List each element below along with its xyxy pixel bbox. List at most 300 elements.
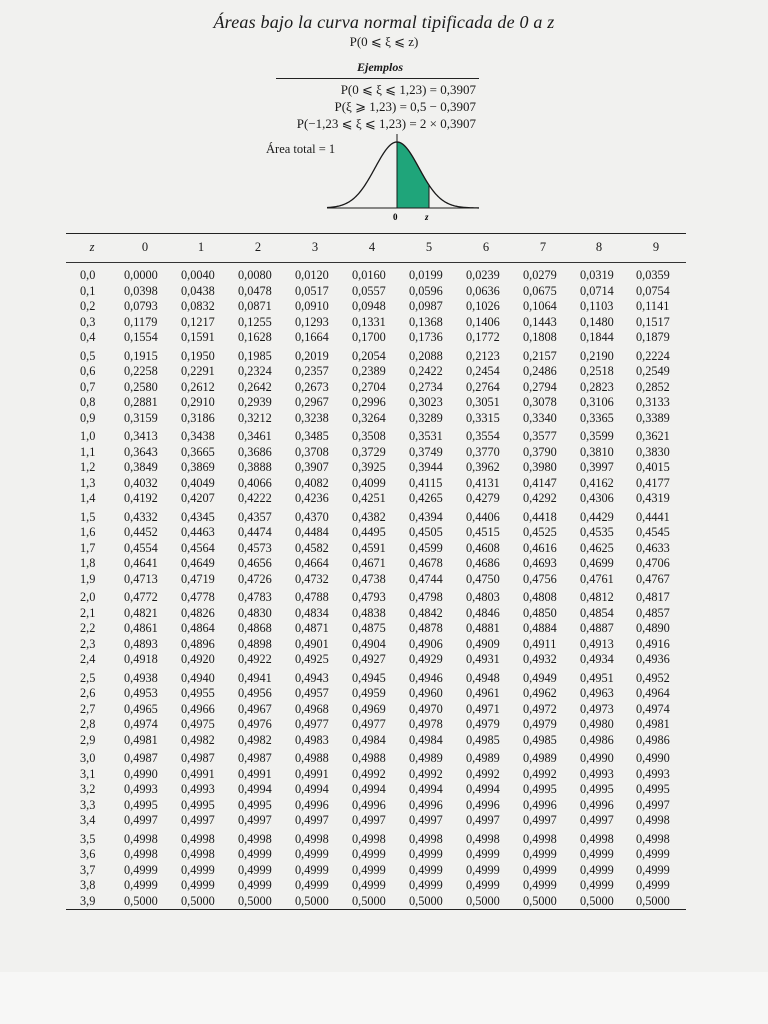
table-cell: 0,4857 <box>636 605 670 620</box>
table-cell: 0,3554 <box>466 429 500 443</box>
example-line-3: P(−1,23 ⩽ ξ ⩽ 1,23) = 2 × 0,3907 <box>296 116 476 131</box>
table-cell: 0,4850 <box>523 605 557 620</box>
table-row <box>0 847 768 863</box>
table-cell: 0,4965 <box>124 701 158 716</box>
table-cell: 0,4994 <box>295 782 329 797</box>
row-z-value: 3,6 <box>80 847 96 862</box>
table-cell: 0,3159 <box>124 410 158 425</box>
table-row <box>0 717 768 733</box>
shaded-area <box>397 142 429 208</box>
table-cell: 0,4049 <box>181 475 215 490</box>
table-cell: 0,4999 <box>409 878 443 893</box>
table-cell: 0,4989 <box>523 751 557 765</box>
table-cell: 0,4997 <box>636 797 670 812</box>
table-cell: 0,2019 <box>295 348 329 363</box>
table-cell: 0,4911 <box>523 636 557 651</box>
table-cell: 0,3888 <box>238 460 272 475</box>
table-header-rule <box>66 262 686 263</box>
table-cell: 0,4992 <box>523 766 557 781</box>
table-cell: 0,4952 <box>636 670 670 685</box>
table-cell: 0,4893 <box>124 636 158 651</box>
table-cell: 0,4545 <box>636 525 670 540</box>
table-cell: 0,4671 <box>352 556 386 571</box>
table-cell: 0,4406 <box>466 509 500 524</box>
row-z-value: 2,2 <box>80 621 96 636</box>
table-cell: 0,4495 <box>352 525 386 540</box>
table-cell: 0,2852 <box>636 379 670 394</box>
table-cell: 0,5000 <box>466 893 500 908</box>
row-z-value: 0,4 <box>80 330 96 345</box>
table-cell: 0,4999 <box>409 847 443 862</box>
table-row <box>0 798 768 814</box>
table-cell: 0,3133 <box>636 395 670 410</box>
table-cell: 0,4948 <box>466 670 500 685</box>
table-row <box>0 380 768 396</box>
table-cell: 0,4995 <box>238 797 272 812</box>
table-cell: 0,4535 <box>580 525 614 540</box>
table-cell: 0,2996 <box>352 395 386 410</box>
examples-heading: Ejemplos <box>356 60 403 74</box>
row-z-value: 1,8 <box>80 556 96 571</box>
table-cell: 0,2454 <box>466 364 500 379</box>
table-cell: 0,4979 <box>466 717 500 732</box>
table-row <box>0 445 768 461</box>
row-z-value: 3,4 <box>80 813 96 828</box>
table-cell: 0,4990 <box>636 751 670 765</box>
table-cell: 0,4641 <box>124 556 158 571</box>
column-header-0: 0 <box>141 240 149 254</box>
table-cell: 0,4998 <box>523 831 557 846</box>
table-cell: 0,3962 <box>466 460 500 475</box>
row-z-value: 3,2 <box>80 782 96 797</box>
table-cell: 0,4207 <box>181 491 215 506</box>
table-cell: 0,4999 <box>124 862 158 877</box>
table-cell: 0,4997 <box>181 813 215 828</box>
table-cell: 0,4940 <box>181 670 215 685</box>
row-group <box>0 832 768 913</box>
table-cell: 0,4608 <box>466 540 500 555</box>
table-cell: 0,4995 <box>523 782 557 797</box>
table-cell: 0,4943 <box>295 670 329 685</box>
row-group <box>0 671 768 752</box>
row-z-value: 1,2 <box>80 460 96 475</box>
table-cell: 0,4998 <box>238 831 272 846</box>
row-group <box>0 510 768 591</box>
table-cell: 0,4783 <box>238 590 272 604</box>
table-row <box>0 460 768 476</box>
row-z-value: 3,7 <box>80 862 96 877</box>
table-cell: 0,4985 <box>466 732 500 747</box>
table-cell: 0,1985 <box>238 348 272 363</box>
table-row <box>0 652 768 668</box>
table-cell: 0,4505 <box>409 525 443 540</box>
table-cell: 0,3106 <box>580 395 614 410</box>
row-z-value: 1,9 <box>80 571 96 586</box>
table-cell: 0,2549 <box>636 364 670 379</box>
table-cell: 0,3365 <box>580 410 614 425</box>
table-cell: 0,4999 <box>636 862 670 877</box>
table-cell: 0,4977 <box>352 717 386 732</box>
table-cell: 0,4999 <box>409 862 443 877</box>
table-cell: 0,4898 <box>238 636 272 651</box>
table-row <box>0 299 768 315</box>
table-cell: 0,4998 <box>124 847 158 862</box>
table-cell: 0,4699 <box>580 556 614 571</box>
table-cell: 0,4826 <box>181 605 215 620</box>
table-row <box>0 606 768 622</box>
table-cell: 0,4975 <box>181 717 215 732</box>
table-cell: 0,4292 <box>523 491 557 506</box>
table-cell: 0,1406 <box>466 314 500 329</box>
row-z-value: 2,7 <box>80 701 96 716</box>
table-cell: 0,1103 <box>580 299 614 314</box>
table-cell: 0,3830 <box>636 444 670 459</box>
table-cell: 0,4941 <box>238 670 272 685</box>
table-cell: 0,2704 <box>352 379 386 394</box>
table-cell: 0,2486 <box>523 364 557 379</box>
table-cell: 0,3264 <box>352 410 386 425</box>
table-cell: 0,4990 <box>124 766 158 781</box>
table-cell: 0,4990 <box>580 751 614 765</box>
table-row <box>0 491 768 507</box>
table-cell: 0,4996 <box>295 797 329 812</box>
column-header-3: 3 <box>311 240 319 254</box>
table-cell: 0,4251 <box>352 491 386 506</box>
table-cell: 0,4987 <box>124 751 158 765</box>
table-cell: 0,4973 <box>580 701 614 716</box>
table-cell: 0,2357 <box>295 364 329 379</box>
table-row <box>0 832 768 848</box>
table-row <box>0 525 768 541</box>
table-cell: 0,4997 <box>295 813 329 828</box>
table-cell: 0,2939 <box>238 395 272 410</box>
table-cell: 0,4989 <box>409 751 443 765</box>
table-cell: 0,4964 <box>636 686 670 701</box>
table-cell: 0,0239 <box>466 268 500 282</box>
row-z-value: 0,1 <box>80 283 96 298</box>
table-cell: 0,1879 <box>636 330 670 345</box>
table-cell: 0,4778 <box>181 590 215 604</box>
row-z-value: 2,8 <box>80 717 96 732</box>
table-cell: 0,4625 <box>580 540 614 555</box>
table-cell: 0,4744 <box>409 571 443 586</box>
table-cell: 0,4994 <box>466 782 500 797</box>
table-cell: 0,3729 <box>352 444 386 459</box>
table-cell: 0,4306 <box>580 491 614 506</box>
table-cell: 0,3413 <box>124 429 158 443</box>
table-cell: 0,4961 <box>466 686 500 701</box>
table-cell: 0,4977 <box>295 717 329 732</box>
table-row <box>0 395 768 411</box>
table-cell: 0,4993 <box>580 766 614 781</box>
table-cell: 0,4991 <box>181 766 215 781</box>
table-cell: 0,4649 <box>181 556 215 571</box>
table-cell: 0,4997 <box>523 813 557 828</box>
table-cell: 0,0714 <box>580 283 614 298</box>
table-cell: 0,5000 <box>124 893 158 908</box>
table-cell: 0,0675 <box>523 283 557 298</box>
table-cell: 0,4772 <box>124 590 158 604</box>
table-row <box>0 878 768 894</box>
table-cell: 0,4999 <box>124 878 158 893</box>
row-z-value: 0,0 <box>80 268 96 282</box>
table-cell: 0,4793 <box>352 590 386 604</box>
area-total-label: Área total = 1 <box>266 142 336 156</box>
page-bottom-strip <box>0 972 768 1024</box>
table-cell: 0,4991 <box>295 766 329 781</box>
table-cell: 0,4861 <box>124 621 158 636</box>
table-cell: 0,0000 <box>124 268 158 282</box>
table-cell: 0,4998 <box>580 831 614 846</box>
table-row <box>0 572 768 588</box>
table-cell: 0,0199 <box>409 268 443 282</box>
table-cell: 0,4925 <box>295 652 329 667</box>
table-cell: 0,1736 <box>409 330 443 345</box>
table-cell: 0,4963 <box>580 686 614 701</box>
table-cell: 0,4999 <box>295 862 329 877</box>
table-cell: 0,4147 <box>523 475 557 490</box>
table-row <box>0 349 768 365</box>
table-cell: 0,4999 <box>295 878 329 893</box>
row-group <box>0 590 768 671</box>
table-cell: 0,4999 <box>636 878 670 893</box>
table-cell: 0,4993 <box>636 766 670 781</box>
table-cell: 0,4082 <box>295 475 329 490</box>
table-cell: 0,4995 <box>124 797 158 812</box>
table-cell: 0,4992 <box>409 766 443 781</box>
table-top-rule <box>66 233 686 234</box>
table-cell: 0,2673 <box>295 379 329 394</box>
table-cell: 0,4999 <box>580 847 614 862</box>
table-cell: 0,4983 <box>295 732 329 747</box>
table-cell: 0,4599 <box>409 540 443 555</box>
table-cell: 0,4998 <box>636 813 670 828</box>
table-cell: 0,4192 <box>124 491 158 506</box>
table-cell: 0,2580 <box>124 379 158 394</box>
table-cell: 0,4686 <box>466 556 500 571</box>
row-z-value: 1,6 <box>80 525 96 540</box>
table-cell: 0,5000 <box>238 893 272 908</box>
table-cell: 0,3389 <box>636 410 670 425</box>
table-cell: 0,4830 <box>238 605 272 620</box>
table-cell: 0,2088 <box>409 348 443 363</box>
table-cell: 0,4960 <box>409 686 443 701</box>
table-cell: 0,4996 <box>580 797 614 812</box>
table-cell: 0,3790 <box>523 444 557 459</box>
table-cell: 0,3485 <box>295 429 329 443</box>
table-cell: 0,3749 <box>409 444 443 459</box>
table-row <box>0 621 768 637</box>
table-cell: 0,4997 <box>352 813 386 828</box>
table-cell: 0,2157 <box>523 348 557 363</box>
table-cell: 0,4452 <box>124 525 158 540</box>
table-cell: 0,1141 <box>636 299 670 314</box>
table-cell: 0,4881 <box>466 621 500 636</box>
table-cell: 0,4887 <box>580 621 614 636</box>
table-cell: 0,4999 <box>238 878 272 893</box>
column-header-9: 9 <box>652 240 660 254</box>
table-cell: 0,4938 <box>124 670 158 685</box>
table-cell: 0,4994 <box>238 782 272 797</box>
table-cell: 0,4015 <box>636 460 670 475</box>
table-cell: 0,3438 <box>181 429 215 443</box>
table-cell: 0,4332 <box>124 509 158 524</box>
table-cell: 0,4998 <box>124 831 158 846</box>
table-cell: 0,4582 <box>295 540 329 555</box>
row-z-value: 3,0 <box>80 751 96 765</box>
table-cell: 0,4868 <box>238 621 272 636</box>
table-cell: 0,4842 <box>409 605 443 620</box>
table-cell: 0,4993 <box>181 782 215 797</box>
normal-curve-figure <box>325 132 485 224</box>
row-z-value: 2,1 <box>80 605 96 620</box>
table-cell: 0,4913 <box>580 636 614 651</box>
table-cell: 0,2054 <box>352 348 386 363</box>
table-cell: 0,4974 <box>636 701 670 716</box>
table-cell: 0,4812 <box>580 590 614 604</box>
table-row <box>0 315 768 331</box>
table-cell: 0,4616 <box>523 540 557 555</box>
table-cell: 0,4959 <box>352 686 386 701</box>
table-cell: 0,4738 <box>352 571 386 586</box>
table-cell: 0,4236 <box>295 491 329 506</box>
table-cell: 0,4996 <box>523 797 557 812</box>
table-cell: 0,4382 <box>352 509 386 524</box>
row-z-value: 1,5 <box>80 509 96 524</box>
row-z-value: 2,3 <box>80 636 96 651</box>
table-cell: 0,0754 <box>636 283 670 298</box>
row-z-value: 3,8 <box>80 878 96 893</box>
table-cell: 0,4750 <box>466 571 500 586</box>
table-cell: 0,4099 <box>352 475 386 490</box>
table-cell: 0,4996 <box>409 797 443 812</box>
table-cell: 0,4554 <box>124 540 158 555</box>
table-cell: 0,2967 <box>295 395 329 410</box>
table-cell: 0,4474 <box>238 525 272 540</box>
table-cell: 0,4968 <box>295 701 329 716</box>
table-cell: 0,4995 <box>580 782 614 797</box>
table-cell: 0,4803 <box>466 590 500 604</box>
table-cell: 0,4932 <box>523 652 557 667</box>
table-cell: 0,4999 <box>295 847 329 862</box>
table-cell: 0,4993 <box>124 782 158 797</box>
table-cell: 0,3508 <box>352 429 386 443</box>
table-cell: 0,0910 <box>295 299 329 314</box>
row-z-value: 3,1 <box>80 766 96 781</box>
table-cell: 0,4999 <box>352 847 386 862</box>
table-cell: 0,3289 <box>409 410 443 425</box>
table-cell: 0,4162 <box>580 475 614 490</box>
table-row <box>0 510 768 526</box>
table-cell: 0,4564 <box>181 540 215 555</box>
table-cell: 0,0793 <box>124 299 158 314</box>
table-cell: 0,0478 <box>238 283 272 298</box>
z-table-body <box>0 268 768 912</box>
table-cell: 0,4955 <box>181 686 215 701</box>
column-header-8: 8 <box>595 240 603 254</box>
row-z-value: 0,8 <box>80 395 96 410</box>
table-cell: 0,4131 <box>466 475 500 490</box>
table-cell: 0,4798 <box>409 590 443 604</box>
table-cell: 0,4999 <box>238 862 272 877</box>
table-cell: 0,1628 <box>238 330 272 345</box>
table-cell: 0,4916 <box>636 636 670 651</box>
column-header-2: 2 <box>254 240 262 254</box>
table-cell: 0,3849 <box>124 460 158 475</box>
table-cell: 0,4854 <box>580 605 614 620</box>
row-group <box>0 751 768 832</box>
table-cell: 0,4279 <box>466 491 500 506</box>
table-cell: 0,4992 <box>352 766 386 781</box>
table-cell: 0,4979 <box>523 717 557 732</box>
table-cell: 0,5000 <box>352 893 386 908</box>
table-cell: 0,4976 <box>238 717 272 732</box>
row-z-value: 2,6 <box>80 686 96 701</box>
table-cell: 0,4906 <box>409 636 443 651</box>
table-cell: 0,4974 <box>124 717 158 732</box>
table-cell: 0,3643 <box>124 444 158 459</box>
table-cell: 0,4999 <box>181 878 215 893</box>
table-cell: 0,4394 <box>409 509 443 524</box>
table-cell: 0,1554 <box>124 330 158 345</box>
table-cell: 0,2764 <box>466 379 500 394</box>
table-cell: 0,2881 <box>124 395 158 410</box>
table-cell: 0,2123 <box>466 348 500 363</box>
table-cell: 0,4991 <box>238 766 272 781</box>
row-group <box>0 429 768 510</box>
table-cell: 0,4864 <box>181 621 215 636</box>
table-cell: 0,4066 <box>238 475 272 490</box>
table-cell: 0,4978 <box>409 717 443 732</box>
row-z-value: 0,5 <box>80 348 96 363</box>
table-cell: 0,4999 <box>523 878 557 893</box>
table-cell: 0,4931 <box>466 652 500 667</box>
table-cell: 0,1915 <box>124 348 158 363</box>
table-cell: 0,2794 <box>523 379 557 394</box>
table-cell: 0,4992 <box>466 766 500 781</box>
table-cell: 0,4996 <box>466 797 500 812</box>
table-cell: 0,4896 <box>181 636 215 651</box>
row-z-value: 2,0 <box>80 590 96 604</box>
table-cell: 0,4971 <box>466 701 500 716</box>
table-row <box>0 702 768 718</box>
table-cell: 0,4956 <box>238 686 272 701</box>
table-cell: 0,1517 <box>636 314 670 329</box>
table-cell: 0,0359 <box>636 268 670 282</box>
table-cell: 0,3925 <box>352 460 386 475</box>
row-z-value: 2,4 <box>80 652 96 667</box>
table-cell: 0,4982 <box>181 732 215 747</box>
table-cell: 0,4713 <box>124 571 158 586</box>
table-cell: 0,1844 <box>580 330 614 345</box>
table-cell: 0,2258 <box>124 364 158 379</box>
table-cell: 0,2642 <box>238 379 272 394</box>
table-cell: 0,4988 <box>352 751 386 765</box>
table-cell: 0,0557 <box>352 283 386 298</box>
row-group <box>0 349 768 430</box>
label-z: z <box>425 212 429 222</box>
table-row <box>0 556 768 572</box>
table-cell: 0,3238 <box>295 410 329 425</box>
table-row <box>0 813 768 829</box>
table-cell: 0,4441 <box>636 509 670 524</box>
table-cell: 0,5000 <box>181 893 215 908</box>
table-cell: 0,4927 <box>352 652 386 667</box>
table-cell: 0,4953 <box>124 686 158 701</box>
table-cell: 0,4957 <box>295 686 329 701</box>
table-cell: 0,1700 <box>352 330 386 345</box>
table-cell: 0,4463 <box>181 525 215 540</box>
